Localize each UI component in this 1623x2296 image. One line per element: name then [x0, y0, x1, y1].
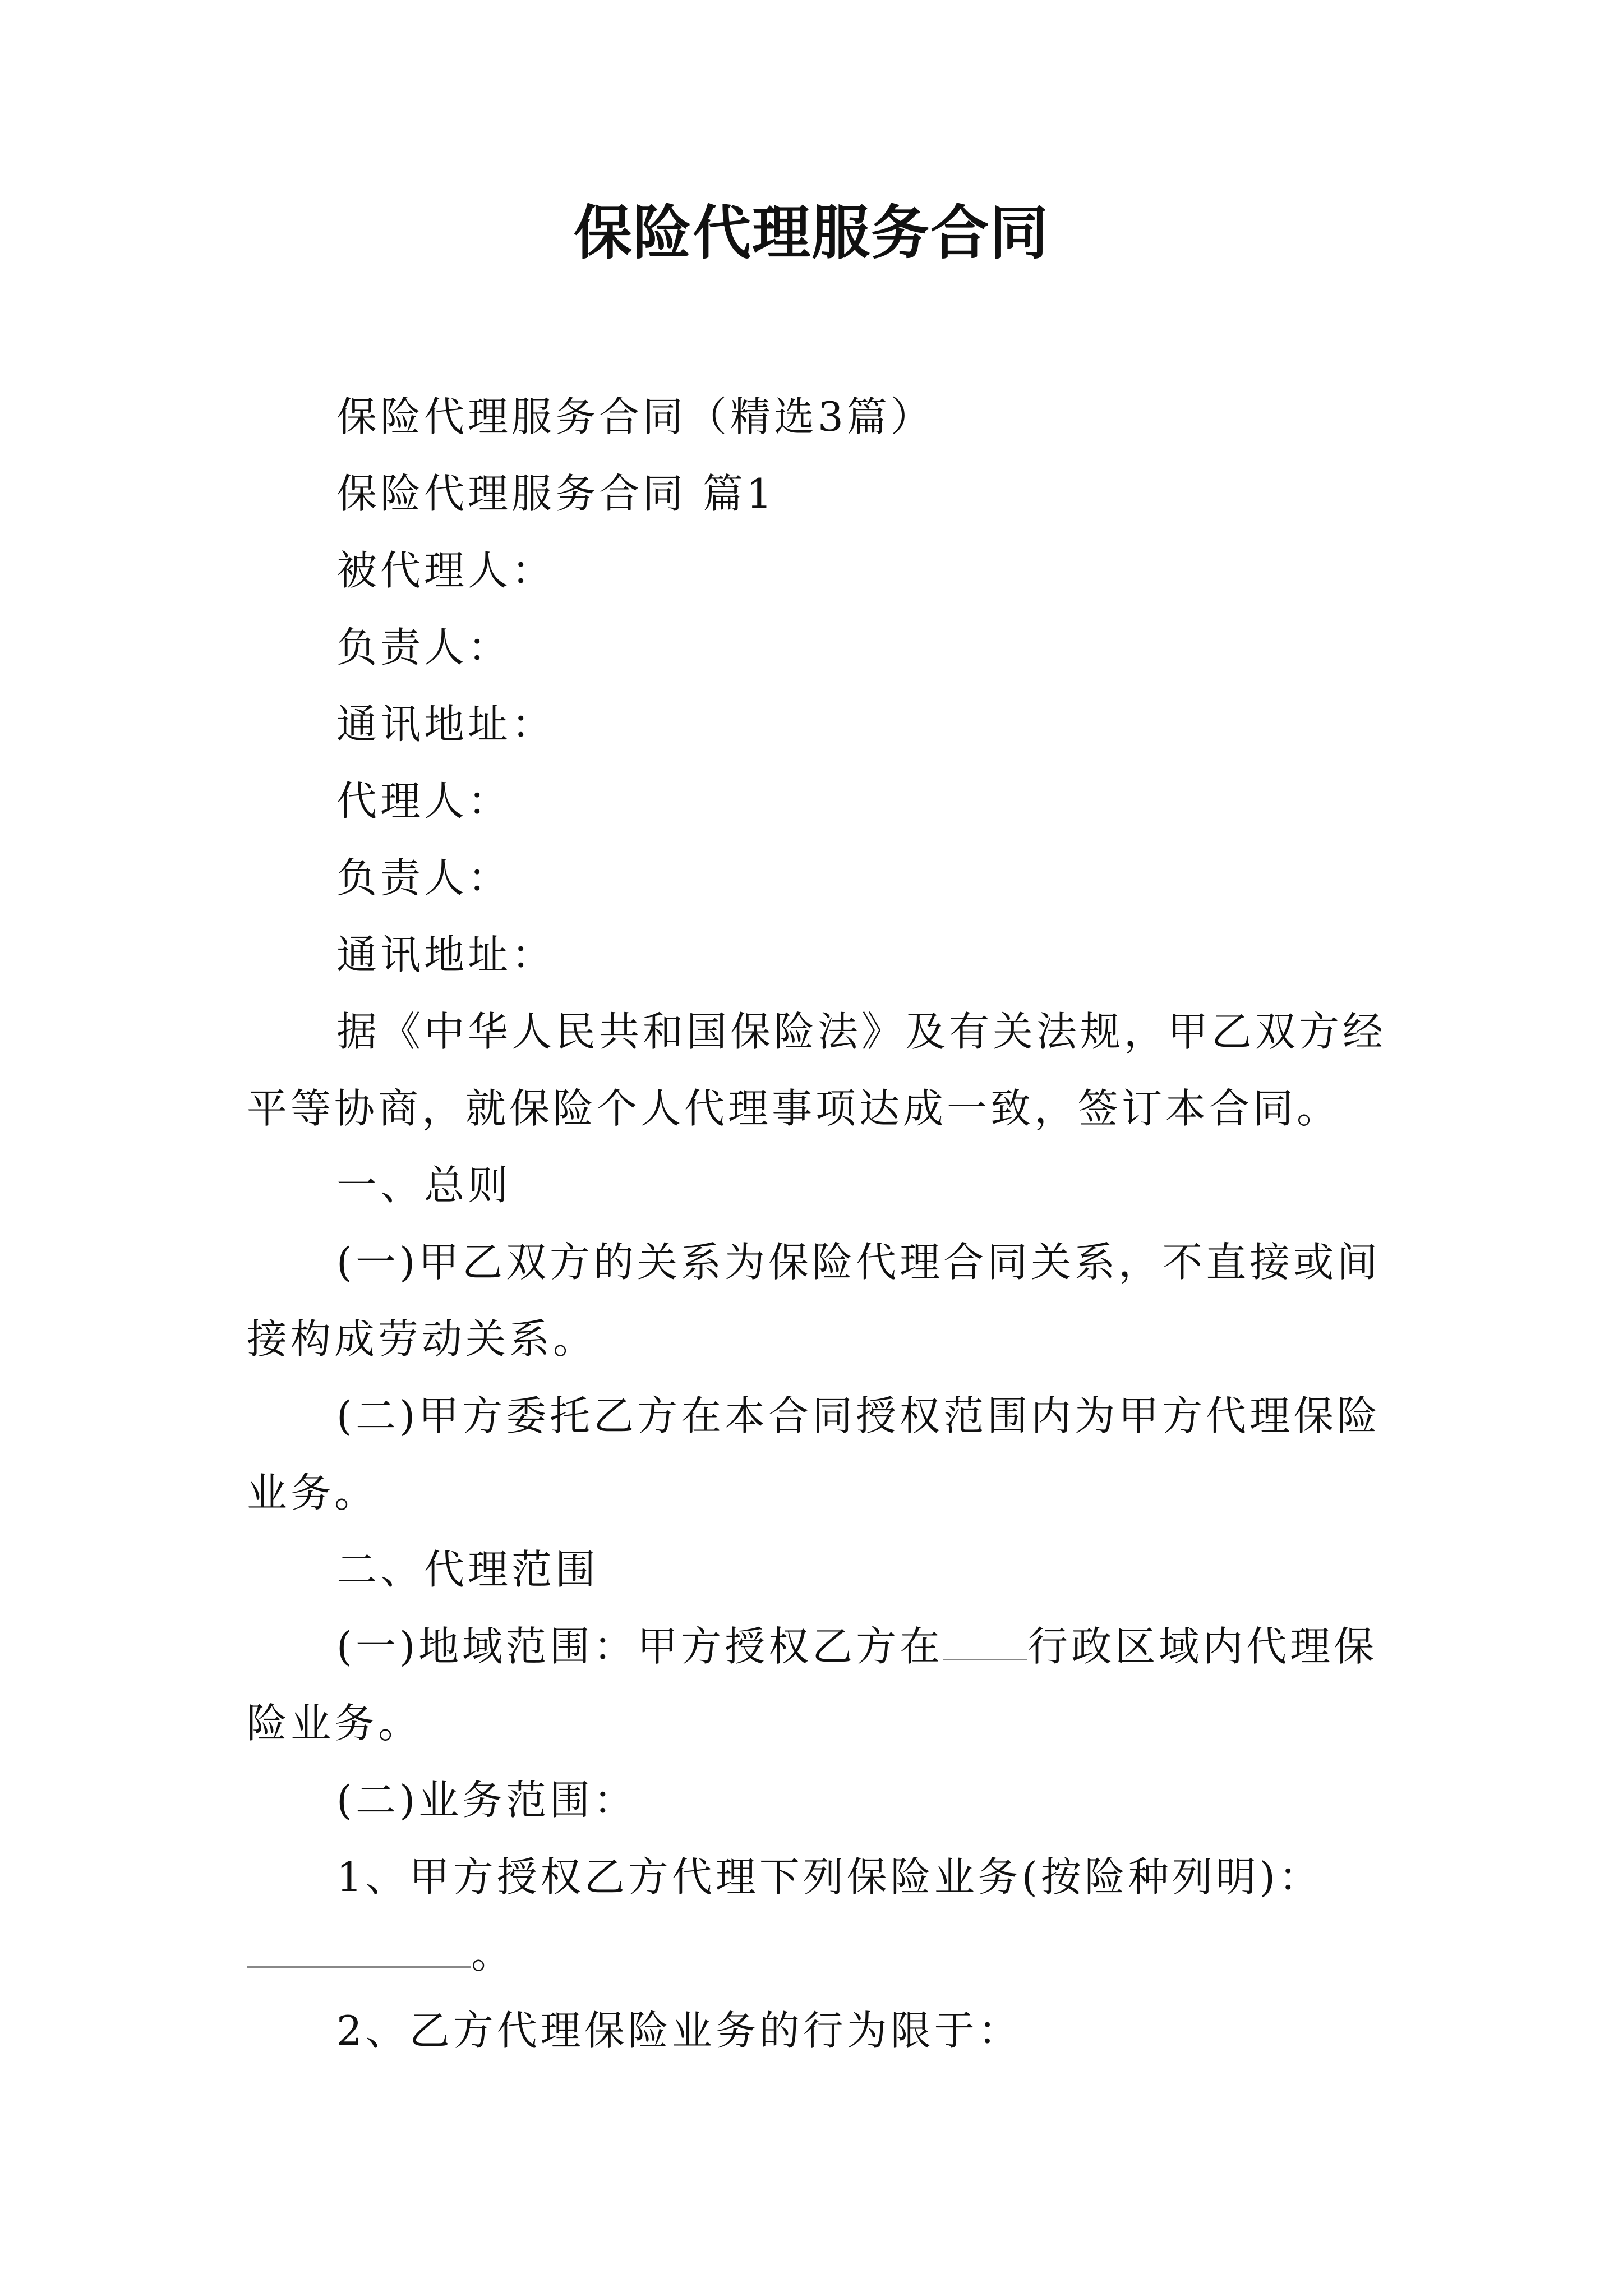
clause-2-2-heading: (二)业务范围： [336, 1777, 638, 1824]
agent-address-label: 通讯地址： [336, 931, 556, 978]
agent-label: 代理人： [336, 777, 512, 825]
clause-1-1-line-1: (一)甲乙双方的关系为保险代理合同关系，不直接或间 [336, 1239, 1381, 1286]
chapter-heading-general: 一、总则 [336, 1162, 512, 1209]
section-heading: 保险代理服务合同 篇1 [336, 470, 776, 517]
clause-2-1-line-2: 险业务。 [247, 1700, 422, 1747]
agent-responsible-label: 负责人： [336, 854, 512, 901]
subtitle-line: 保险代理服务合同（精选3篇） [336, 393, 934, 440]
clause-1-1-line-2: 接构成劳动关系。 [247, 1315, 597, 1363]
insurance-types-blank [247, 1930, 471, 1968]
document-title: 保险代理服务合同 [573, 198, 1049, 267]
clause-2-2-item-1: 1、甲方授权乙方代理下列保险业务(按险种列明)： [336, 1853, 1322, 1901]
region-blank [943, 1623, 1027, 1660]
clause-2-1-text-a: (一)地域范围：甲方授权乙方在 [336, 1623, 944, 1670]
chapter-heading-scope: 二、代理范围 [336, 1546, 600, 1593]
preamble-line-2: 平等协商，就保险个人代理事项达成一致，签订本合同。 [247, 1085, 1341, 1132]
clause-2-1-text-b: 行政区域内代理保 [1027, 1623, 1378, 1670]
clause-2-2-item-2: 2、乙方代理保险业务的行为限于： [336, 2007, 1022, 2054]
preamble-line-1: 据《中华人民共和国保险法》及有关法规，甲乙双方经 [336, 1008, 1387, 1055]
insurance-types-period: 。 [471, 1930, 515, 1977]
principal-label: 被代理人： [336, 547, 556, 594]
clause-2-1-line-1 [247, 1608, 1391, 1685]
clause-1-2-line-1: (二)甲方委托乙方在本合同授权范围内为甲方代理保险 [336, 1392, 1381, 1439]
clause-1-2-line-2: 业务。 [247, 1469, 379, 1516]
principal-address-label: 通讯地址： [336, 701, 556, 748]
insurance-types-line [247, 1916, 1391, 1993]
principal-responsible-label: 负责人： [336, 624, 512, 671]
